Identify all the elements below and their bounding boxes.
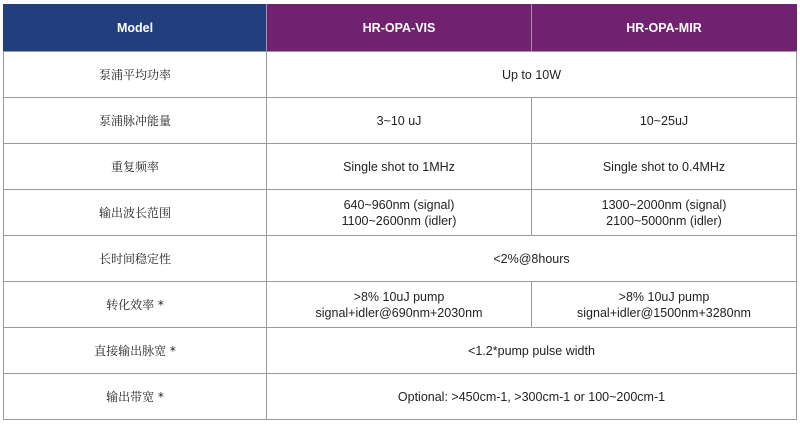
row-label: 输出波长范围 xyxy=(4,190,267,236)
table-row xyxy=(4,144,797,190)
mir-value-line: 1300~2000nm (signal) xyxy=(601,197,727,212)
table-row xyxy=(4,282,797,328)
vis-value-line: >8% 10uJ pump xyxy=(353,289,445,304)
header-hr-opa-vis: HR-OPA-VIS xyxy=(267,4,532,52)
row-label: 泵浦脉冲能量 xyxy=(4,98,267,144)
merged-value: Optional: >450cm-1, >300cm-1 or 100~200cm-1 xyxy=(267,374,797,420)
table-row xyxy=(4,328,797,374)
header-model: Model xyxy=(4,4,267,52)
table-row xyxy=(4,98,797,144)
row-label: 长时间稳定性 xyxy=(4,236,267,282)
header-row xyxy=(4,4,797,52)
row-label: 泵浦平均功率 xyxy=(4,52,267,98)
vis-value-line: Single shot to 1MHz xyxy=(343,159,455,174)
vis-value xyxy=(267,190,532,236)
vis-value-line: signal+idler@690nm+2030nm xyxy=(315,305,483,320)
mir-value-line: >8% 10uJ pump xyxy=(618,289,710,304)
mir-value xyxy=(532,144,797,190)
row-label: 重复频率 xyxy=(4,144,267,190)
table-row xyxy=(4,52,797,98)
vis-value xyxy=(267,282,532,328)
merged-value: <2%@8hours xyxy=(267,236,797,282)
header-hr-opa-mir: HR-OPA-MIR xyxy=(532,4,797,52)
spec-table xyxy=(3,4,797,420)
row-label: 转化效率 * xyxy=(4,282,267,328)
vis-value-line: 640~960nm (signal) xyxy=(343,197,455,212)
mir-value-line: signal+idler@1500nm+3280nm xyxy=(577,305,751,320)
vis-value xyxy=(267,98,532,144)
vis-value-line: 3~10 uJ xyxy=(376,113,422,128)
row-label: 直接输出脉宽 * xyxy=(4,328,267,374)
mir-value-line: 2100~5000nm (idler) xyxy=(606,213,722,228)
mir-value xyxy=(532,98,797,144)
mir-value-line: Single shot to 0.4MHz xyxy=(602,159,726,174)
table-row xyxy=(4,190,797,236)
vis-value-line: 1100~2600nm (idler) xyxy=(341,213,457,228)
mir-value-line: 10~25uJ xyxy=(639,113,689,128)
mir-value xyxy=(532,190,797,236)
vis-value xyxy=(267,144,532,190)
mir-value xyxy=(532,282,797,328)
table-row xyxy=(4,236,797,282)
merged-value: Up to 10W xyxy=(267,52,797,98)
merged-value: <1.2*pump pulse width xyxy=(267,328,797,374)
row-label: 输出带宽 * xyxy=(4,374,267,420)
table-row xyxy=(4,374,797,420)
